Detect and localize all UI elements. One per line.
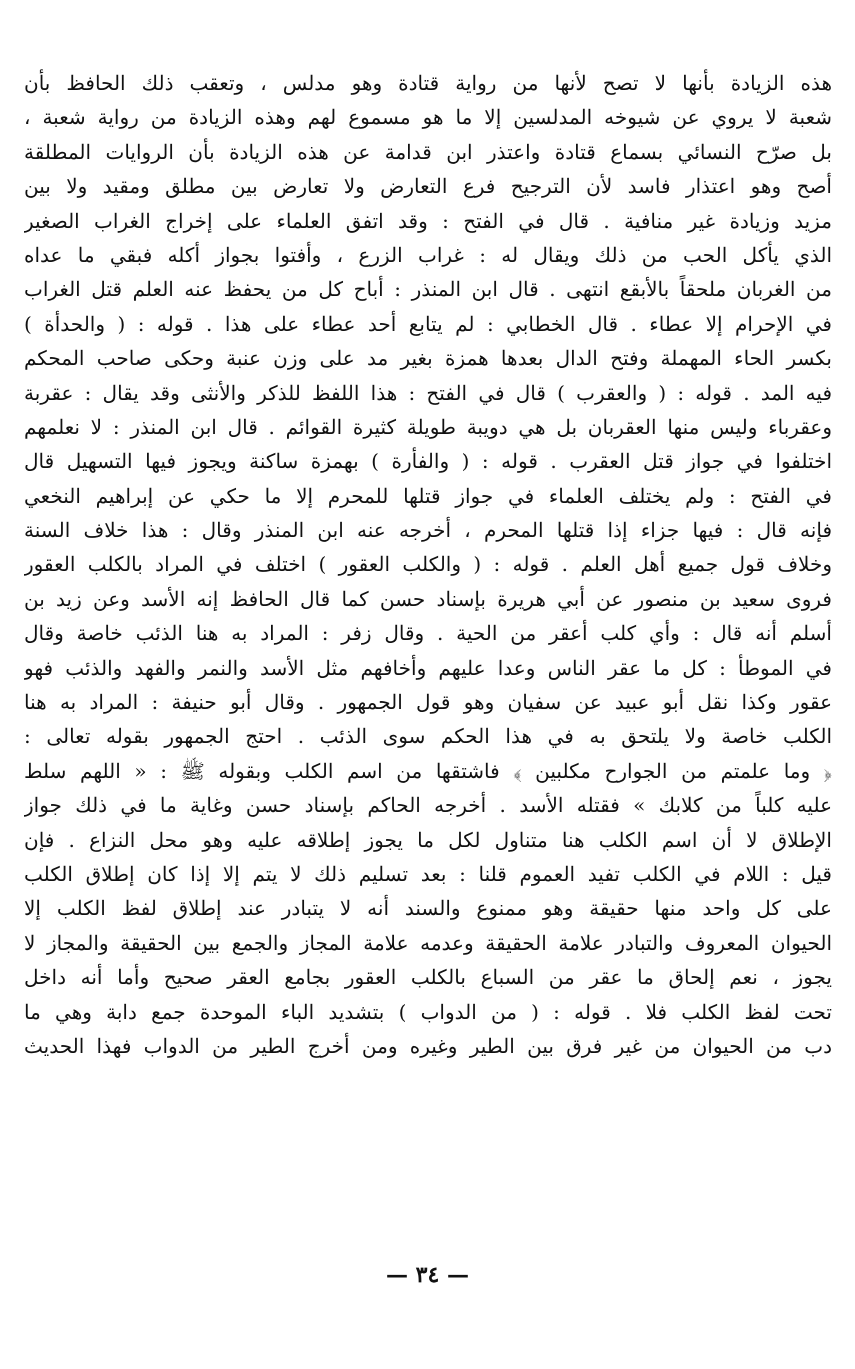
text-line: بل صرّح النسائي بسماع قتادة واعتذر ابن قدامة عن هذه الزيادة بأن الروايات المطلقة [24, 139, 832, 164]
text-line: الحيوان المعروف والتبادر علامة الحقيقة وعدمه علامة المجاز والجمع بين الحقيقة والمجاز لا [24, 930, 832, 955]
text-line: عليه كلباً من كلابك » فقتله الأسد . أخرجه الحاكم بإسناد حسن وغاية ما في ذلك جواز [24, 793, 832, 818]
text-line: الذي يأكل الحب من ذلك ويقال له : غراب الزرع ، وأفتوا بجواز أكله فبقي ما عداه [24, 242, 832, 267]
text-line: شعبة لا يروي عن شيوخه المدلسين إلا ما هو مسموع لهم وهذه الزيادة من رواية شعبة ، [24, 105, 832, 130]
text-line: مزيد وزيادة غير منافية . قال في الفتح : وقد اتفق العلماء على إخراج الغراب الصغير [24, 208, 832, 233]
text-line: فروى سعيد بن منصور عن أبي هريرة بإسناد حسن كما قال الحافظ إنه الأسد وعن زيد بن [24, 586, 832, 611]
text-line: فإنه قال : فيها جزاء إذا قتلها المحرم ، أخرجه عنه ابن المنذر وقال : هذا خلاف السنة [24, 518, 832, 543]
text-line: في الفتح : ولم يختلف العلماء في جواز قتلها للمحرم إلا ما حكي عن إبراهيم النخعي [24, 483, 832, 508]
text-line: يجوز ، نعم إلحاق ما عقر من السباع بالكلب العقور بجامع العقر صحيح وأما أنه داخل [24, 965, 832, 990]
text-line: من الغربان ملحقاً بالأبقع انتهى . قال ابن المنذر : أباح كل من يحفظ عنه العلم قتل الغراب [24, 277, 832, 302]
text-line: وخلاف قول جميع أهل العلم . قوله : ( والكلب العقور ) اختلف في المراد بالكلب العقور [24, 552, 832, 577]
text-line: ﴿ وما علمتم من الجوارح مكلبين ﴾ فاشتقها من اسم الكلب وبقوله ﷺ : « اللهم سلط [24, 758, 832, 783]
text-line: الإطلاق لا أن اسم الكلب هنا متناول لكل ما يجوز إطلاقه عليه وهو محل النزاع . فإن [24, 827, 832, 852]
text-line: قيل : اللام في الكلب تفيد العموم قلنا : بعد تسليم ذلك لا يتم إلا إذا كان إطلاق الكلب [24, 861, 832, 886]
body-text [24, 66, 832, 1063]
text-line: في الموطأ : كل ما عقر الناس وعدا عليهم وأخافهم مثل الأسد والنمر والفهد والذئب فهو [24, 655, 832, 680]
text-line: هذه الزيادة بأنها لا تصح لأنها من رواية قتادة وهو مدلس ، وتعقب ذلك الحافظ بأن [24, 71, 832, 95]
text-line: اختلفوا في جواز قتل العقرب . قوله : ( والفأرة ) بهمزة ساكنة ويجوز فيها التسهيل قال [24, 449, 832, 474]
text-line: أصح وهو اعتذار فاسد لأن الترجيح فرع التعارض ولا تعارض بين مطلق ومقيد ولا بين [24, 174, 832, 199]
text-line: أسلم أنه قال : وأي كلب أعقر من الحية . وقال زفر : المراد به هنا الذئب خاصة وقال [24, 621, 832, 646]
text-line: فيه المد . قوله : ( والعقرب ) قال في الفتح : هذا اللفظ للذكر والأنثى وقد يقال : عقربة [24, 380, 832, 405]
text-line: بكسر الحاء المهملة وفتح الدال بعدها همزة بغير مد على وزن عنبة وحكى صاحب المحكم [24, 346, 832, 371]
text-line: في الإحرام إلا عطاء . قال الخطابي : لم يتابع أحد عطاء على هذا . قوله : ( والحدأة ) [24, 311, 832, 336]
text-line: على كل واحد منها حقيقة وهو ممنوع والسند أنه لا يتبادر عند إطلاق لفظ الكلب إلا [24, 896, 832, 921]
text-line: تحت لفظ الكلب فلا . قوله : ( من الدواب ) بتشديد الباء الموحدة جمع دابة وهي ما [24, 999, 832, 1024]
text-line: دب من الحيوان من غير فرق بين الطير وغيره ومن أخرج الطير من الدواب فهذا الحديث [24, 1033, 832, 1058]
text-line: عقور وكذا نقل أبو عبيد عن سفيان وهو قول الجمهور . وقال أبو حنيفة : المراد به هنا [24, 690, 832, 715]
text-line: الكلب خاصة ولا يلتحق به في هذا الحكم سوى الذئب . احتج الجمهور بقوله تعالى : [24, 724, 832, 749]
text-line: وعقرباء وليس منها العقربان بل هي دويبة طويلة كثيرة القوائم . قال ابن المنذر : لا نعلمهم [24, 414, 832, 439]
page-number: — ٣٤ — [386, 1262, 469, 1288]
